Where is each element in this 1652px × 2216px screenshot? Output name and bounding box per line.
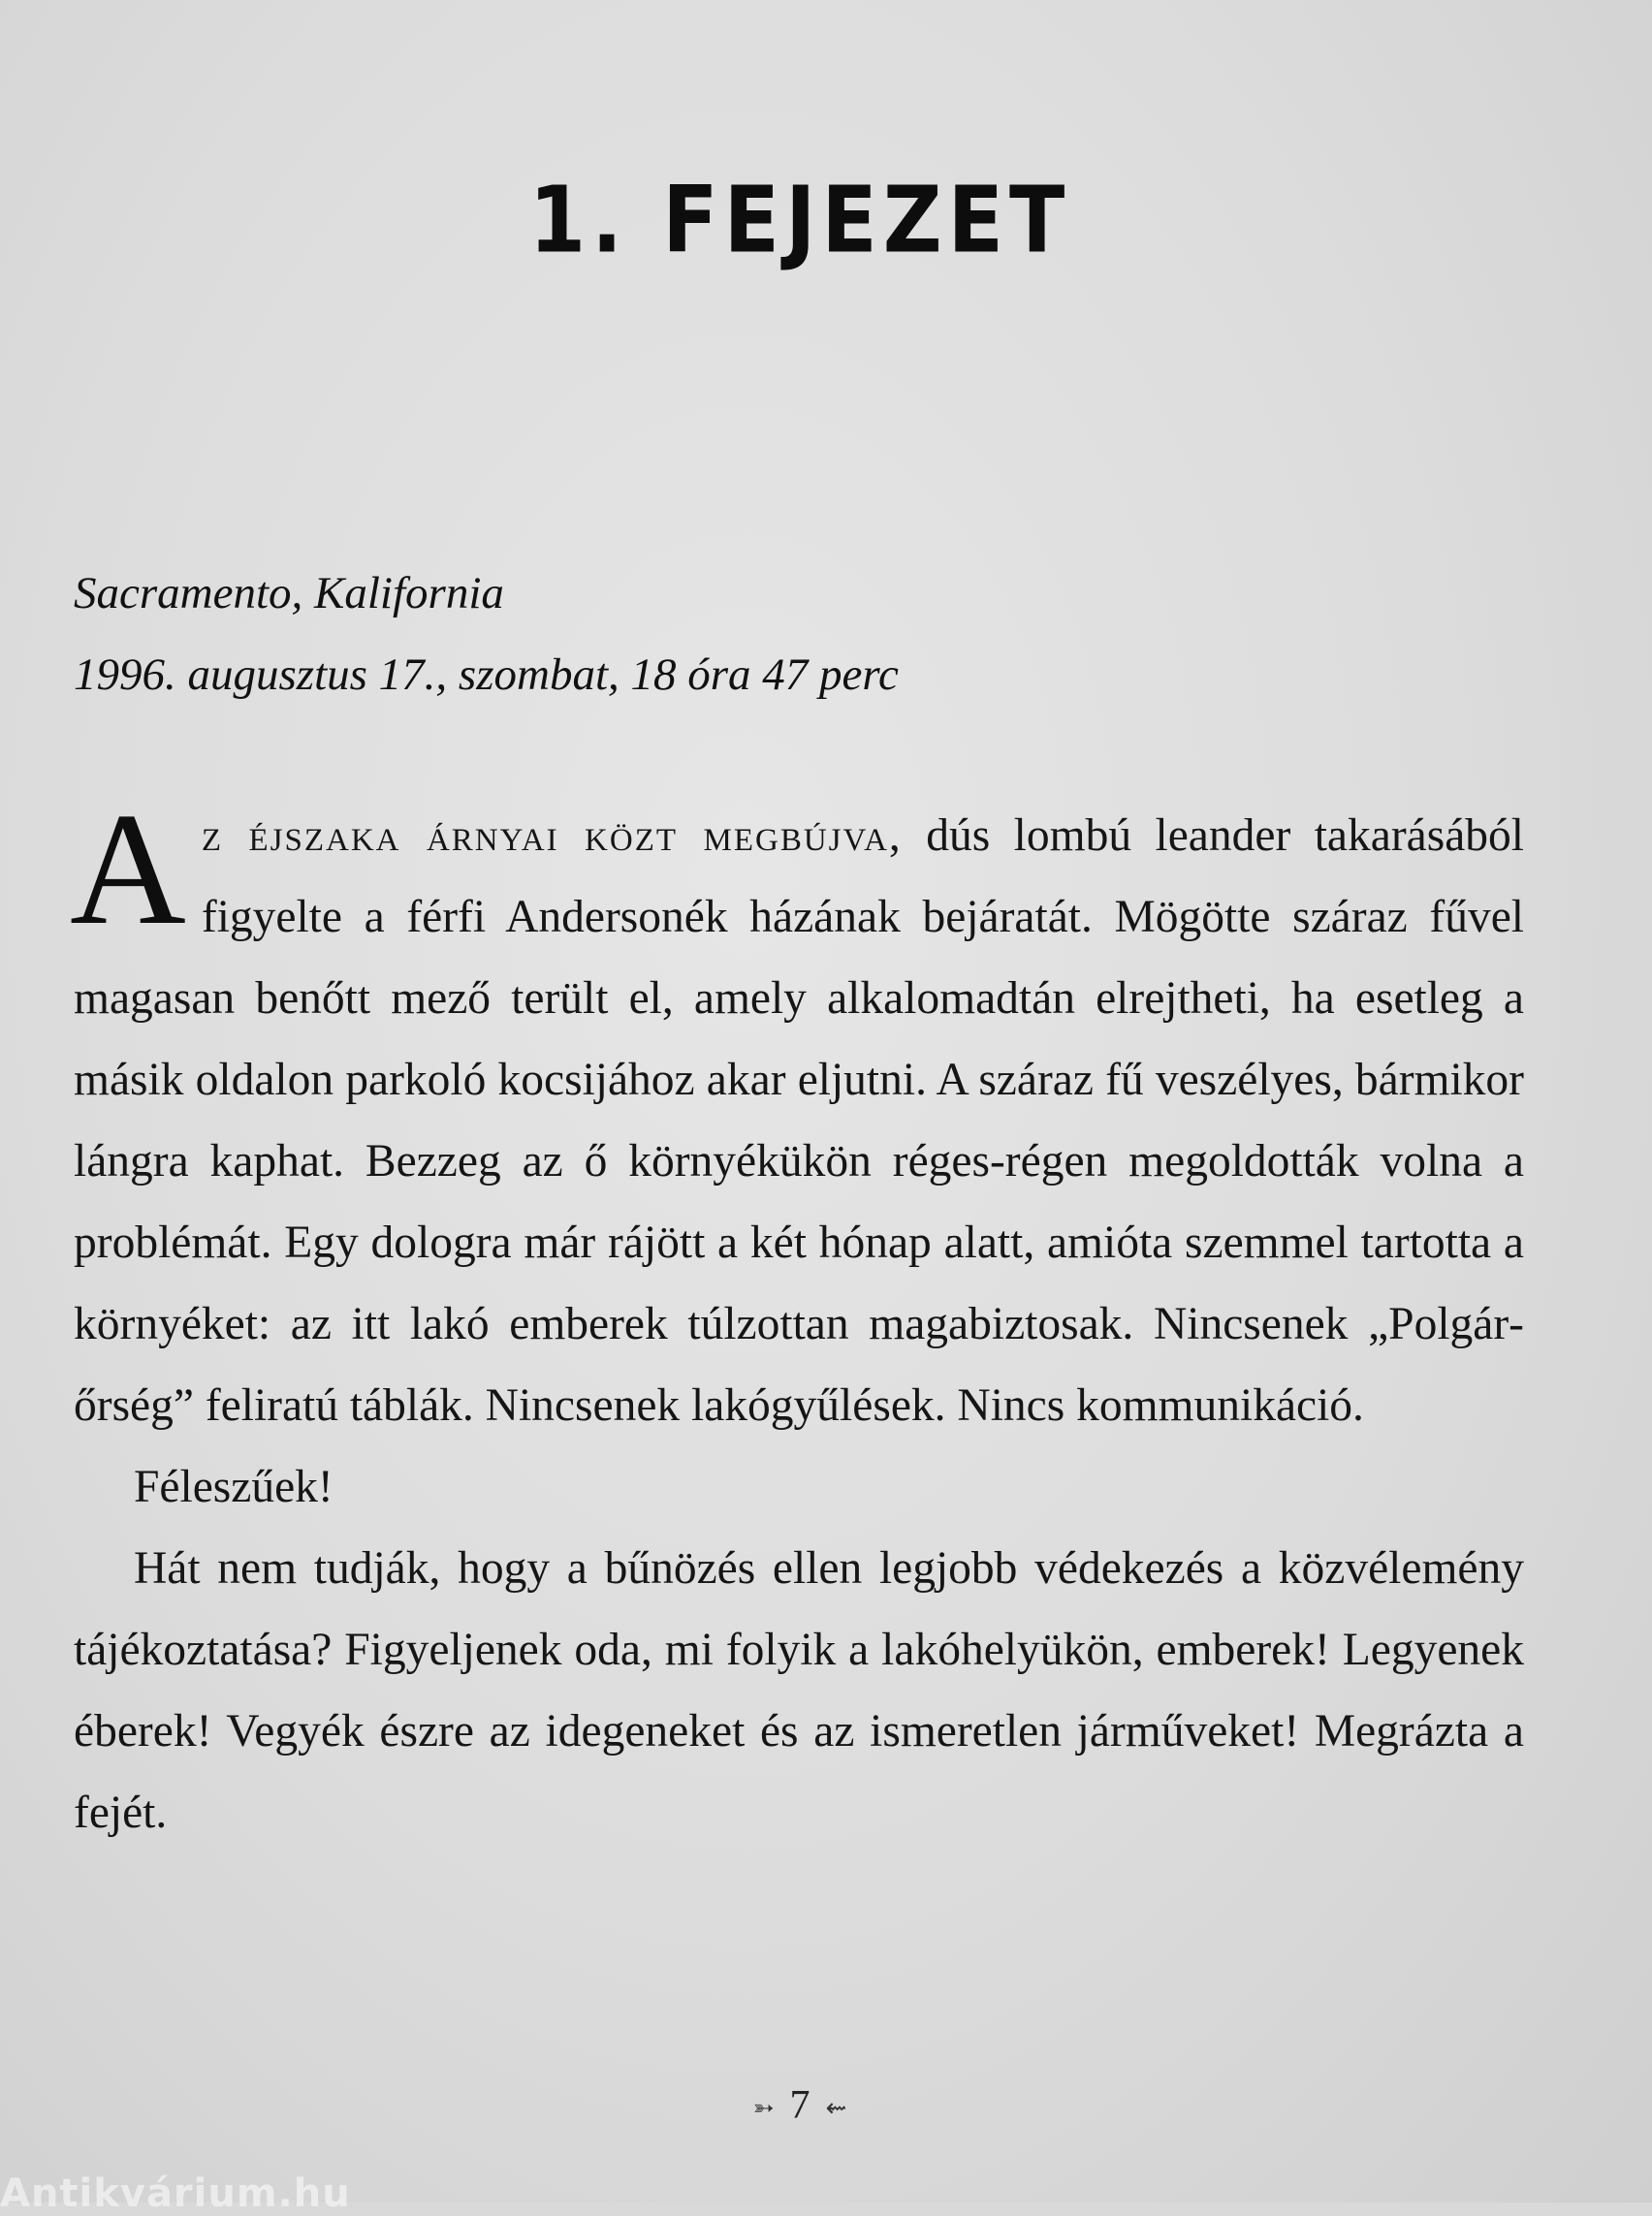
opening-smallcaps: z éjszaka árnyai közt megbújva, xyxy=(201,810,903,861)
chapter-dateline xyxy=(74,553,899,715)
watermark: Antikvárium.hu xyxy=(0,2171,351,2216)
paragraph-1-text: dús lombú leander takarásából figyelte a férfi Andersonék házának bejáratát. Mögötte száraz fűvel magasan benőtt mező terült el, amely alkalomadtán elrejtheti, ha esetleg a másik oldalon parkoló kocsijához akar eljutni. A száraz fű veszélyes, bármikor lángra kaphat. Bezzeg az ő környékükön réges-régen megoldották volna a problémát. Egy dologra már rájött a két hónap alatt, amióta szemmel tartotta a környéket: az itt lakó emberek túlzottan magabiztosak. Nincsenek „Polgárőrség” feliratú táblák. Nincsenek lakógyűlések. Nincs kommunikáció. xyxy=(74,810,1524,1431)
body-text xyxy=(70,779,1524,1853)
drop-cap: A xyxy=(70,779,186,958)
page-footer xyxy=(0,2082,1600,2129)
chapter-title: 1. FEJEZET xyxy=(528,167,1071,273)
page-number: 7 xyxy=(789,2083,810,2128)
location-line: Sacramento, Kalifornia xyxy=(74,568,504,618)
paragraph-3: Hát nem tudják, hogy a bűnözés ellen legjobb védekezés a közvélemény tájékoztatása? Figyeljenek oda, mi folyik a lakóhelyükön, emberek! Legyenek éberek! Vegyék észre az idegeneket és az ismeretlen járműveket! Megrázta a fejét. xyxy=(74,1543,1524,1838)
paragraph-1 xyxy=(70,779,1524,1446)
ornament-left-icon: ➳ xyxy=(752,2094,775,2124)
paragraph-2: Féleszűek! xyxy=(134,1462,334,1512)
datetime-line: 1996. augusztus 17., szombat, 18 óra 47 perc xyxy=(74,649,899,700)
ornament-right-icon: ⇜ xyxy=(825,2094,847,2124)
